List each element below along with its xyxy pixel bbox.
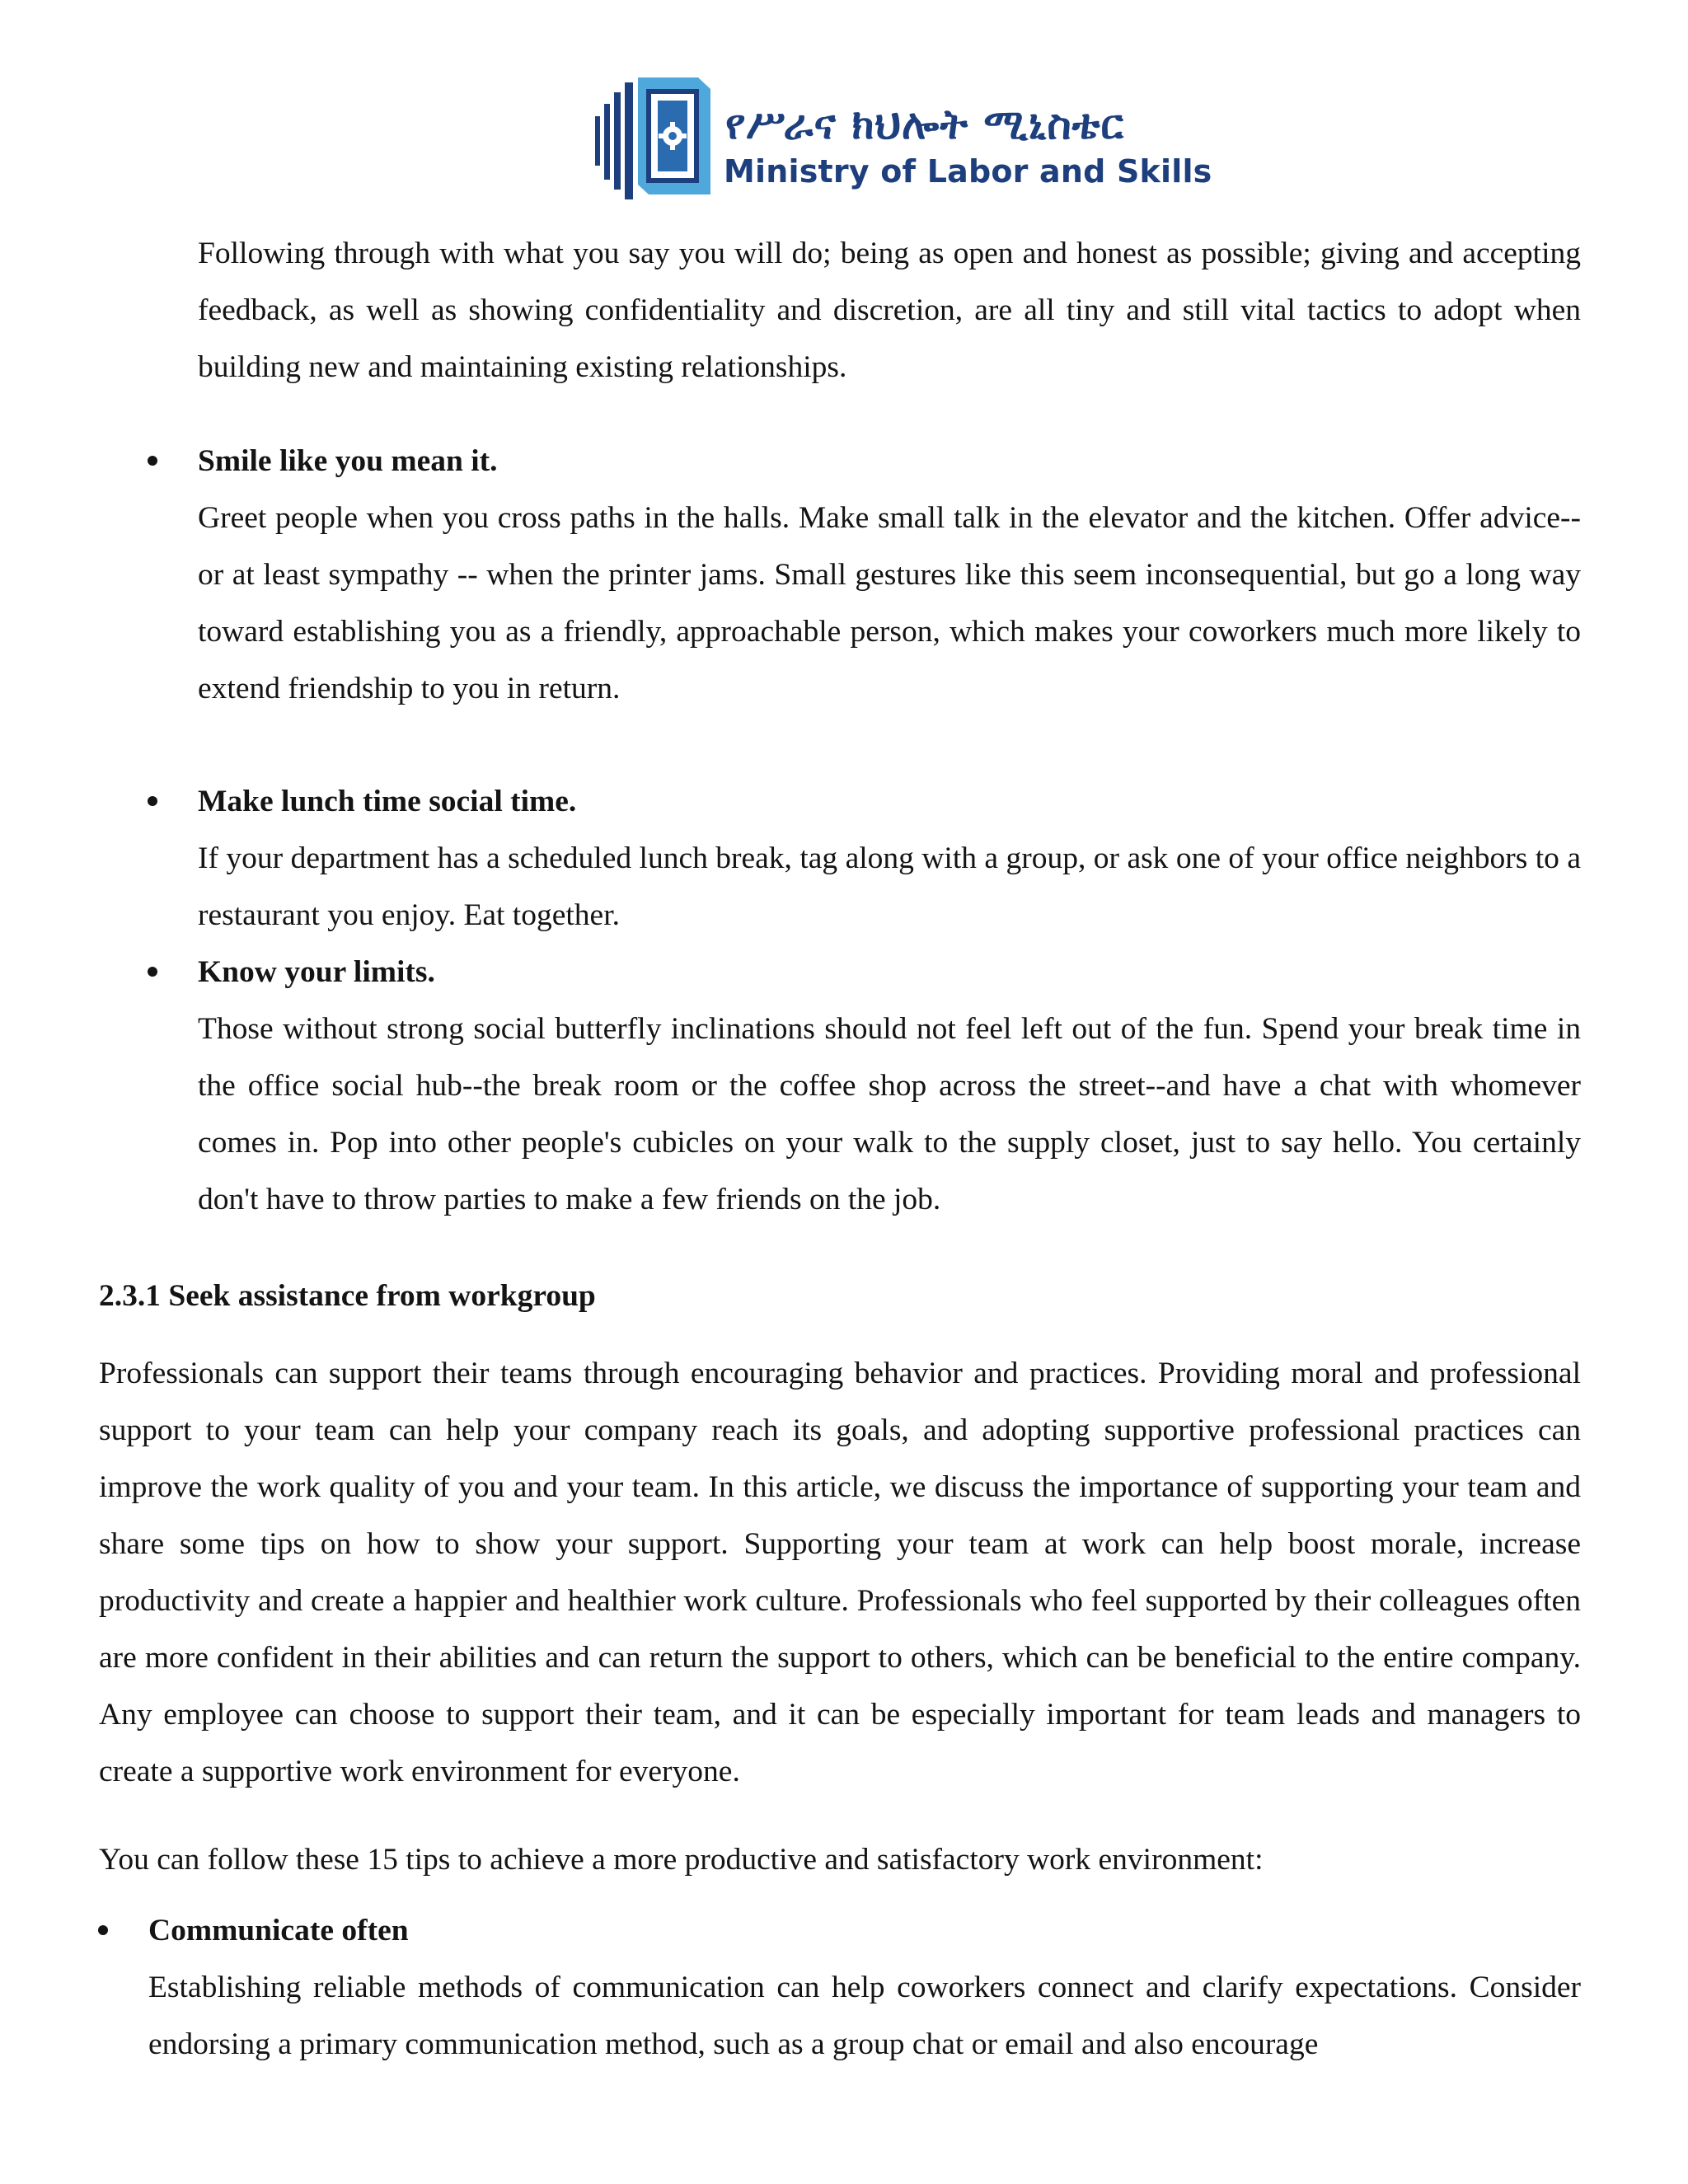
tip-title-communicate: Communicate often <box>148 1914 409 1947</box>
tip-body-lunch: If your department has a scheduled lunch break, tag along with a group, or ask one of your office neighbors to a restaurant you enjoy. Eat together. <box>198 841 1581 932</box>
bullet-icon <box>98 1925 108 1935</box>
brand-name-english: Ministry of Labor and Skills <box>724 153 1212 190</box>
bullet-icon <box>148 967 157 977</box>
intro-paragraph: Following through with what you say you will do; being as open and honest as possible; giving and accepting feedback, as well as showing confidentiality and discretion, are all tiny and still vital tactics to adopt when building new and maintaining existing relationships. <box>198 237 1581 384</box>
page-header <box>0 71 1688 211</box>
bullet-icon <box>148 456 157 466</box>
brand-name-amharic: የሥራና ክህሎት ሚኒስቴር <box>725 101 1125 148</box>
tip-title-smile: Smile like you mean it. <box>198 444 498 478</box>
section-heading: 2.3.1 Seek assistance from workgroup <box>99 1279 596 1313</box>
tip-body-smile: Greet people when you cross paths in the halls. Make small talk in the elevator and the kitchen. Offer advice--or at least sympathy -- when the printer jams. Small gestures like this seem inconsequential, but go a long way toward establishing you as a friendly, approachable person, which makes your coworkers much more likely to extend friendship to you in return. <box>198 501 1581 705</box>
section-lead-in: You can follow these 15 tips to achieve a more productive and satisfactory work environment: <box>99 1843 1264 1877</box>
tip-body-communicate: Establishing reliable methods of communication can help coworkers connect and clarify expectations. Consider endorsing a primary communication method, such as a group chat or email and also encourage <box>148 1971 1581 2061</box>
ministry-logo-icon <box>595 71 727 211</box>
tip-title-lunch: Make lunch time social time. <box>198 785 577 818</box>
tip-body-limits: Those without strong social butterfly inclinations should not feel left out of the fun. Spend your break time in the office social hub--the break room or the coffee shop across the street--and have a chat with whomever comes in. Pop into other people's cubicles on your walk to the supply closet, just to say hello. You certainly don't have to throw parties to make a few friends on the job. <box>198 1012 1581 1216</box>
section-paragraph: Professionals can support their teams through encouraging behavior and practices. Providing moral and professional support to your team can help your company reach its goals, and adopting supportive professional practices can improve the work quality of you and your team. In this article, we discuss the importance of supporting your team and share some tips on how to show your support. Supporting your team at work can help boost morale, increase productivity and create a happier and healthier work culture. Professionals who feel supported by their colleagues often are more confident in their abilities and can return the support to others, which can be beneficial to the entire company. Any employee can choose to support their team, and it can be especially important for team leads and managers to create a supportive work environment for everyone. <box>99 1357 1581 1788</box>
bullet-icon <box>148 796 157 806</box>
tip-title-limits: Know your limits. <box>198 955 435 989</box>
